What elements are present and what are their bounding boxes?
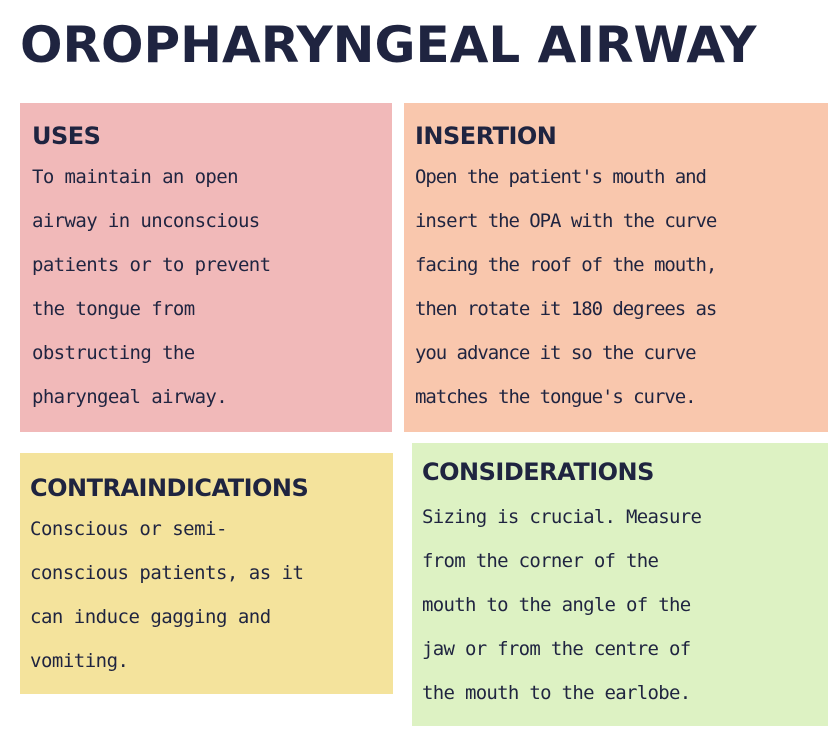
- considerations-card: [412, 443, 828, 726]
- considerations-text: Sizing is crucial. Measure from the corner of the mouth to the angle of the jaw or from the centre of the mouth to the earlobe.: [422, 506, 702, 704]
- insertion-text: Open the patient's mouth and insert the OPA with the curve facing the roof of the mouth, then rotate it 180 degrees as you advance it so the curve matches the tongue's curve.: [415, 166, 717, 408]
- considerations-heading: CONSIDERATIONS: [422, 458, 654, 486]
- page-title: OROPHARYNGEAL AIRWAY: [20, 16, 757, 74]
- contraindications-card: [20, 453, 393, 694]
- contraindications-heading: CONTRAINDICATIONS: [30, 474, 309, 502]
- contraindications-text: Conscious or semi- conscious patients, as it can induce gagging and vomiting.: [30, 518, 304, 672]
- insertion-heading: INSERTION: [415, 122, 557, 150]
- uses-text: To maintain an open airway in unconscious patients or to prevent the tongue from obstructing the pharyngeal airway.: [32, 166, 271, 408]
- uses-heading: USES: [32, 122, 101, 150]
- uses-card: [20, 103, 392, 432]
- insertion-card: [404, 103, 828, 432]
